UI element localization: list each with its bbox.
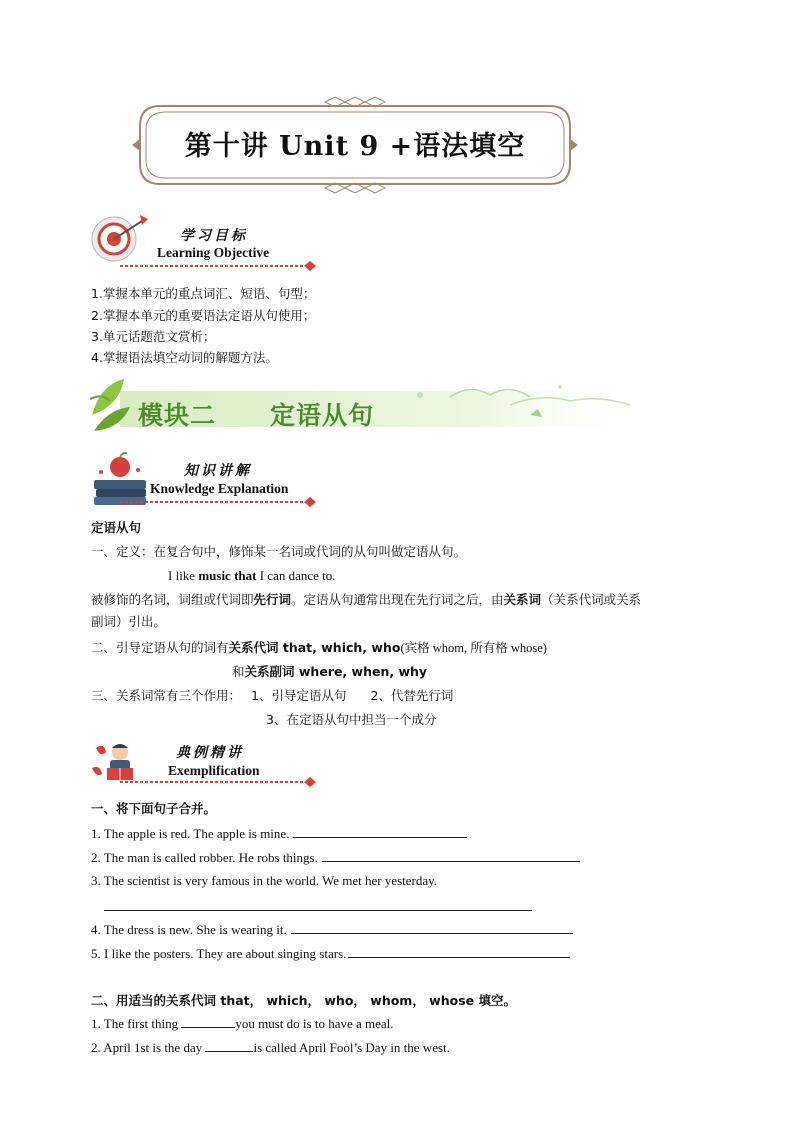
explanation-line-2: 副词）引出。 <box>91 614 167 629</box>
text-span: 关系词 <box>503 592 542 607</box>
answer-blank[interactable] <box>293 825 467 838</box>
definition-label: 一、定义： <box>91 544 154 559</box>
example-underline <box>120 775 316 789</box>
explanation-line-6: 3、在定语从句中担当一个成分 <box>266 712 437 727</box>
fill-text-post: is called April Fool’s Day in the west. <box>253 1040 450 1055</box>
part1-title: 一、将下面句子合并。 <box>91 801 217 816</box>
objective-title-cn: 学习目标 <box>180 228 248 244</box>
exercise-text: 1. The apple is red. The apple is mine. <box>91 826 290 841</box>
text-span: (宾格 whom, 所有格 whose) <box>400 641 547 655</box>
explanation-line-4 <box>232 664 427 680</box>
grammar-heading: 定语从句 <box>91 520 142 535</box>
explanation-line-3 <box>91 640 547 656</box>
example-title-en: Exemplification <box>168 763 260 778</box>
fill-text-post: you must do is to have a meal. <box>235 1016 394 1031</box>
text-span: 1、引导定语从句 <box>251 688 347 703</box>
objective-underline <box>120 259 316 273</box>
answer-blank[interactable] <box>322 849 580 862</box>
text-span: 被修饰的名词，词组或代词即 <box>91 592 254 607</box>
text-span: 先行词 <box>253 592 292 607</box>
knowledge-title-en: Knowledge Explanation <box>150 481 289 496</box>
answer-blank[interactable] <box>205 1039 253 1052</box>
exercise-item <box>91 921 573 938</box>
text-span: 关系代词 that, which, who <box>228 640 401 655</box>
fill-text-pre: 2. April 1st is the day <box>91 1040 206 1055</box>
exercise-text: 4. The dress is new. She is wearing it. <box>91 922 287 937</box>
explanation-line-1 <box>91 592 641 608</box>
knowledge-underline <box>120 495 316 509</box>
example-post: I can dance to. <box>256 568 336 583</box>
fill-item <box>91 1039 450 1056</box>
text-span: （关系代词或关系 <box>541 592 642 607</box>
text-span: 关系副词 where, when, why <box>244 664 428 679</box>
answer-blank[interactable] <box>291 921 573 934</box>
exercise-text: 2. The man is called robber. He robs things. <box>91 850 318 865</box>
answer-blank[interactable] <box>104 898 532 911</box>
definition-text: 在复合句中，修饰某一名词或代词的从句叫做定语从句。 <box>153 544 467 559</box>
exercise-item <box>91 825 467 842</box>
objective-item: 2.掌握本单元的重要语法定语从句使用； <box>91 308 316 323</box>
definition-line <box>91 544 466 560</box>
fill-item <box>91 1015 394 1032</box>
objective-title-en: Learning Objective <box>157 245 270 260</box>
exercise-item <box>91 849 580 866</box>
exercise-item: 3. The scientist is very famous in the world. We met her yesterday. <box>91 873 438 888</box>
example-title-cn: 典例精讲 <box>176 745 244 761</box>
module-label: 模块二 <box>138 401 217 430</box>
answer-blank[interactable] <box>181 1015 235 1028</box>
objective-item: 4.掌握语法填空动词的解题方法。 <box>91 350 278 365</box>
explanation-line-5 <box>91 688 453 704</box>
text-span: 2、代替先行词 <box>370 688 454 703</box>
text-span: 二、引导定语从句的词有 <box>91 640 229 655</box>
exercise-text: 5. I like the posters. They are about singing stars. <box>91 946 347 961</box>
part2-title: 二、用适当的关系代词 that， which， who， whom， whose 填空。 <box>91 993 516 1008</box>
objective-item: 3.单元话题范文赏析； <box>91 329 216 344</box>
text-span: 。定语从句通常出现在先行词之后，由 <box>291 592 504 607</box>
fill-text-pre: 1. The first thing <box>91 1016 182 1031</box>
example-sentence <box>168 568 336 584</box>
example-bold: music that <box>198 568 257 583</box>
module-topic: 定语从句 <box>270 401 375 430</box>
page-title: 第十讲 Unit 9 +语法填空 <box>184 131 526 162</box>
answer-blank[interactable] <box>348 945 570 958</box>
example-pre: I like <box>168 568 199 583</box>
knowledge-title-cn: 知识讲解 <box>184 463 252 479</box>
objective-item: 1.掌握本单元的重点词汇、短语、句型； <box>91 286 316 301</box>
exercise-item <box>91 945 570 962</box>
text-span: 和 <box>232 664 245 679</box>
text-span: 三、关系词常有三个作用： <box>91 688 242 703</box>
